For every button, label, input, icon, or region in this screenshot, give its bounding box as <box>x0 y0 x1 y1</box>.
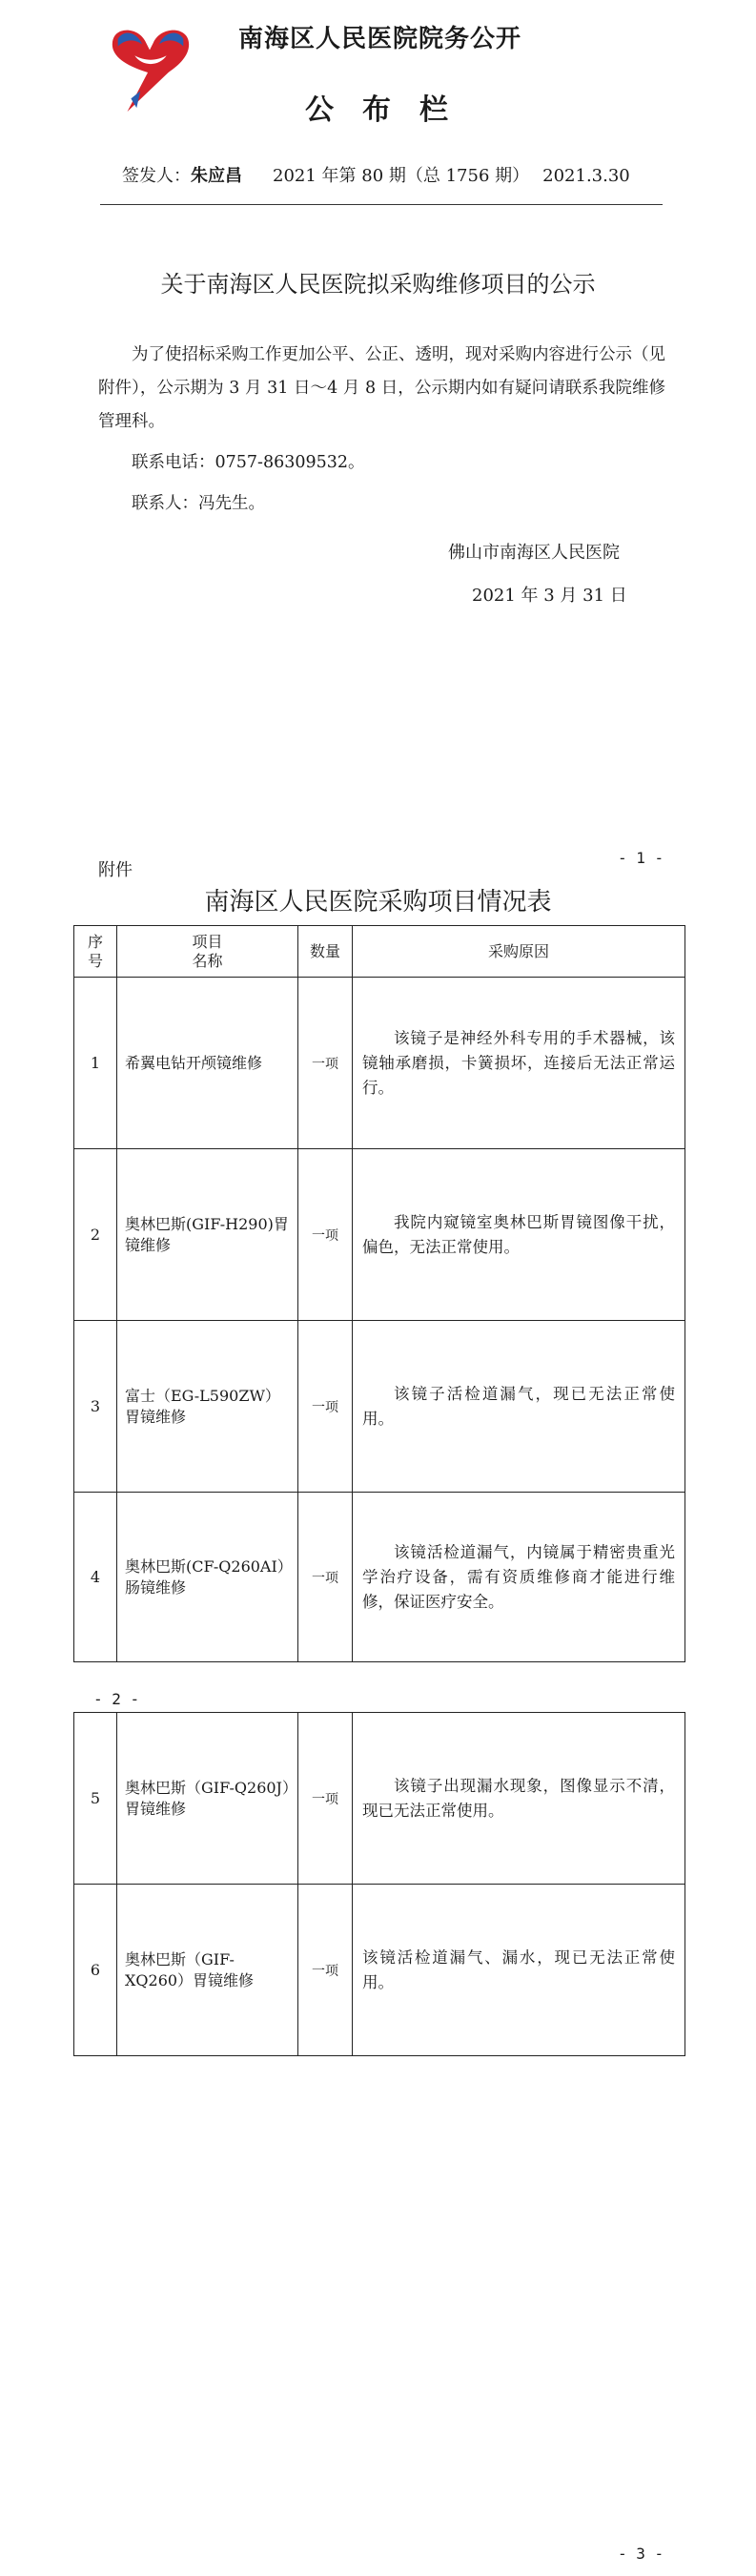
row-qty: 一项 <box>298 1885 353 2056</box>
table-header-row <box>74 926 685 978</box>
header-name: 项目 名称 <box>117 926 298 978</box>
page-number-3: - 3 - <box>618 2545 664 2563</box>
notice-org: 佛山市南海区人民医院 <box>448 543 620 563</box>
contact-phone: 联系电话：0757-86309532。 <box>132 453 365 472</box>
issue-number: 2021 年第 80 期（总 1756 期） <box>273 166 530 186</box>
row-qty: 一项 <box>298 978 353 1149</box>
table-row <box>74 1885 685 2056</box>
row-no: 3 <box>74 1321 117 1493</box>
row-reason: 该镜活检道漏气，内镜属于精密贵重光学治疗设备，需有资质维修商才能进行维修，保证医疗安全。 <box>353 1493 685 1662</box>
contact-person: 联系人：冯先生。 <box>132 494 265 513</box>
signer-label: 签发人： <box>122 166 191 186</box>
row-qty: 一项 <box>298 1493 353 1662</box>
header-no: 序 号 <box>74 926 117 978</box>
header-reason: 采购原因 <box>353 926 685 978</box>
row-reason: 该镜活检道漏气、漏水，现已无法正常使用。 <box>353 1885 685 2056</box>
row-no: 1 <box>74 978 117 1149</box>
table-row <box>74 1493 685 1662</box>
row-name: 奥林巴斯(GIF-H290)胃镜维修 <box>117 1149 298 1321</box>
issue-date: 2021.3.30 <box>542 166 630 186</box>
row-name: 希翼电钻开颅镜维修 <box>117 978 298 1149</box>
row-no: 4 <box>74 1493 117 1662</box>
row-name: 奥林巴斯(CF-Q260AI）肠镜维修 <box>117 1493 298 1662</box>
row-reason: 该镜子活检道漏气，现已无法正常使用。 <box>353 1321 685 1493</box>
table-row <box>74 1321 685 1493</box>
row-qty: 一项 <box>298 1321 353 1493</box>
page-number-1: - 1 - <box>618 849 664 867</box>
notice-date: 2021 年 3 月 31 日 <box>472 586 627 606</box>
notice-title: 关于南海区人民医院拟采购维修项目的公示 <box>160 271 596 298</box>
row-reason: 我院内窥镜室奥林巴斯胃镜图像干扰，偏色，无法正常使用。 <box>353 1149 685 1321</box>
signer-name: 朱应昌 <box>191 166 242 186</box>
row-qty: 一项 <box>298 1149 353 1321</box>
row-reason: 该镜子出现漏水现象，图像显示不清，现已无法正常使用。 <box>353 1713 685 1885</box>
table-row <box>74 1713 685 1885</box>
org-title: 南海区人民医院院务公开 <box>238 25 522 53</box>
table-row <box>74 1149 685 1321</box>
attachment-title: 南海区人民医院采购项目情况表 <box>204 888 552 917</box>
row-no: 2 <box>74 1149 117 1321</box>
notice-body <box>98 339 665 521</box>
row-name: 奥林巴斯（GIF-XQ260）胃镜维修 <box>117 1885 298 2056</box>
issue-line <box>122 162 630 187</box>
procurement-table <box>73 925 685 1662</box>
row-qty: 一项 <box>298 1713 353 1885</box>
header-qty: 数量 <box>298 926 353 978</box>
board-title: 公布栏 <box>305 93 477 127</box>
row-reason: 该镜子是神经外科专用的手术器械，该镜轴承磨损，卡簧损坏，连接后无法正常运行。 <box>353 978 685 1149</box>
attachment-label: 附件 <box>98 860 133 880</box>
row-name: 富士（EG-L590ZW）胃镜维修 <box>117 1321 298 1493</box>
row-name: 奥林巴斯（GIF-Q260J）胃镜维修 <box>117 1713 298 1885</box>
row-no: 6 <box>74 1885 117 2056</box>
header-divider <box>100 204 663 205</box>
procurement-table-continued <box>73 1712 685 2056</box>
row-no: 5 <box>74 1713 117 1885</box>
page-number-2: - 2 - <box>93 1690 140 1708</box>
notice-paragraph: 为了使招标采购工作更加公平、公正、透明，现对采购内容进行公示（见附件），公示期为 3 月 31 日～4 月 8 日，公示期内如有疑问请联系我院维修管理科。 <box>98 345 665 431</box>
hospital-logo-icon <box>103 17 196 122</box>
table-row <box>74 978 685 1149</box>
